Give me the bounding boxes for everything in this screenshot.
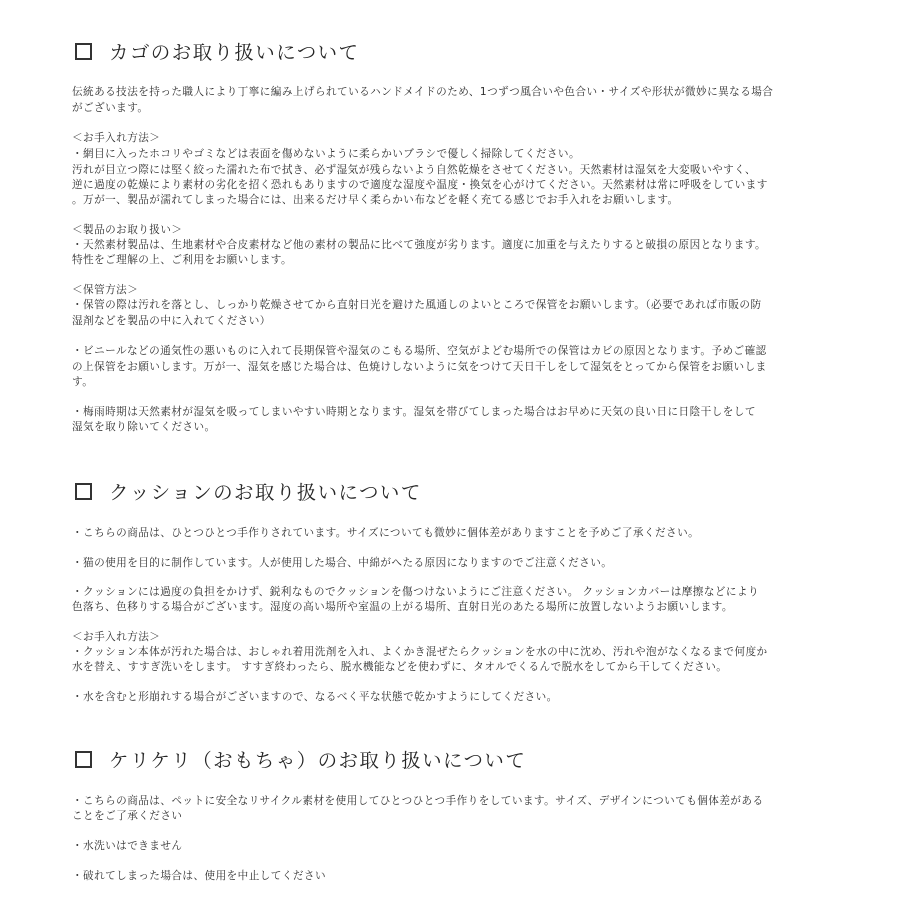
body-line: ・こちらの商品は、ペットに安全なリサイクル素材を使用してひとつひとつ手作りをしています。サイズ、デザインについても個体差がある — [72, 795, 764, 807]
body-line: 水を替え、すすぎ洗いをします。 すすぎ終わったら、脱水機能などを使わずに、タオルでくるんで脱水をしてから干してください。 — [72, 661, 728, 673]
body-line: ・梅雨時期は天然素材が湿気を吸ってしまいやすい時期となります。湿気を帯びてしまった場合はお早めに天気の良い日に日陰干しをして — [72, 406, 756, 418]
body-line: 伝統ある技法を持った職人により丁寧に編み上げられているハンドメイドのため、1つずつ風合いや色合い・サイズや形状が微妙に異なる場合 — [72, 86, 774, 98]
section-heading-toy — [75, 746, 526, 772]
body-line: ことをご了承ください — [72, 810, 183, 822]
body-line: ・クッションには過度の負担をかけず、鋭利なものでクッションを傷つけないようにご注意ください。 クッションカバーは摩擦などにより — [72, 586, 760, 598]
body-line: ・ビニールなどの通気性の悪いものに入れて長期保管や湿気のこもる場所、空気がよどむ場所での保管はカビの原因となります。予めご確認 — [72, 345, 767, 357]
body-line: ・猫の使用を目的に制作しています。人が使用した場合、中綿がへたる原因になりますのでご注意ください。 — [72, 557, 613, 569]
body-line: ・水洗いはできません — [72, 840, 183, 852]
checkbox-icon — [75, 483, 92, 500]
body-line: ・クッション本体が汚れた場合は、おしゃれ着用洗剤を入れ、よくかき混ぜたらクッションを水の中に沈め、汚れや泡がなくなるまで何度か — [72, 646, 768, 658]
body-line: ・こちらの商品は、ひとつひとつ手作りされています。サイズについても微妙に個体差がありますことを予めご了承ください。 — [72, 527, 700, 539]
body-line: ＜保管方法＞ — [72, 284, 139, 296]
body-line: 特性をご理解の上、ご利用をお願いします。 — [72, 254, 293, 266]
section-title: クッションのお取り扱いについて — [109, 481, 422, 504]
body-line: ・水を含むと形崩れする場合がございますので、なるべく平な状態で乾かすようにしてください。 — [72, 691, 558, 703]
body-line: ・保管の際は汚れを落とし、しっかり乾燥させてから直射日光を避けた風通しのよいところで保管をお願いします。（必要であれば市販の防 — [72, 299, 762, 311]
body-line: 。万が一、製品が濡れてしまった場合には、出来るだけ早く柔らかい布などを軽く充てる感じでお手入れをお願いします。 — [72, 194, 679, 206]
section-heading-cushion — [75, 478, 422, 504]
body-line: ＜お手入れ方法＞ — [72, 631, 161, 643]
section-title: カゴのお取り扱いについて — [109, 41, 360, 64]
body-line: 逆に過度の乾燥により素材の劣化を招く恐れもありますので適度な湿度や温度・換気を心がけてください。天然素材は常に呼吸をしています — [72, 179, 768, 191]
body-line: ・天然素材製品は、生地素材や合皮素材など他の素材の製品に比べて強度が劣ります。適度に加重を与えたりすると破損の原因となります。 — [72, 239, 767, 251]
checkbox-icon — [75, 751, 92, 768]
body-line: ・網目に入ったホコリやゴミなどは表面を傷めないように柔らかいブラシで優しく掃除してください。 — [72, 148, 581, 160]
section-title: ケリケリ（おもちゃ）のお取り扱いについて — [109, 749, 527, 772]
body-line: ＜お手入れ方法＞ — [72, 132, 161, 144]
section-heading-basket — [75, 38, 359, 64]
body-line: す。 — [72, 376, 94, 388]
body-line: ＜製品のお取り扱い＞ — [72, 224, 183, 236]
body-line: 湿剤などを製品の中に入れてください） — [72, 315, 271, 327]
body-line: がございます。 — [72, 102, 149, 114]
body-line: 色落ち、色移りする場合がございます。湿度の高い場所や室温の上がる場所、直射日光のあたる場所に放置しないようお願いします。 — [72, 601, 733, 613]
body-line: 汚れが目立つ際には堅く絞った濡れた布で拭き、必ず湿気が残らないよう自然乾燥をさせてください。天然素材は湿気を大変吸いやすく、 — [72, 164, 757, 176]
body-line: ・破れてしまった場合は、使用を中止してください — [72, 870, 327, 882]
body-line: の上保管をお願いします。万が一、湿気を感じた場合は、色焼けしないように気をつけて天日干しをして湿気をとってから保管をお願いしま — [72, 361, 767, 373]
body-line: 湿気を取り除いてください。 — [72, 421, 216, 433]
checkbox-icon — [75, 43, 92, 60]
